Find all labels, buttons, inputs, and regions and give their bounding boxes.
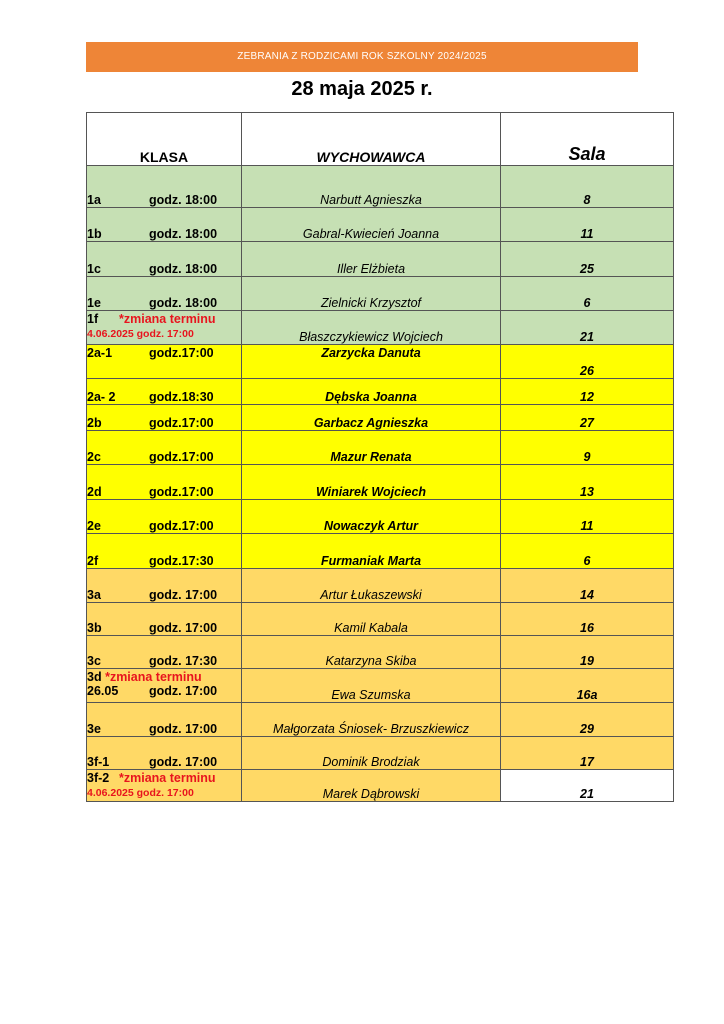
header-klasa: KLASA xyxy=(87,113,242,166)
table-row xyxy=(87,405,674,431)
sala-cell: 16 xyxy=(501,603,674,636)
wychowawca-cell: Ewa Szumska xyxy=(242,669,501,703)
wychowawca-cell: Małgorzata Śniosek- Brzuszkiewicz xyxy=(242,703,501,737)
klasa-label: 1f xyxy=(87,312,99,326)
table-row xyxy=(87,277,674,311)
table-row xyxy=(87,465,674,500)
klasa-cell xyxy=(87,311,242,345)
klasa-cell xyxy=(87,208,242,242)
klasa-label: 3f-1 xyxy=(87,755,110,769)
wychowawca-cell: Kamil Kabala xyxy=(242,603,501,636)
table-row xyxy=(87,669,674,703)
sala-cell: 11 xyxy=(501,500,674,534)
wychowawca-cell: Zielnicki Krzysztof xyxy=(242,277,501,311)
table-row xyxy=(87,166,674,208)
klasa-cell xyxy=(87,534,242,569)
klasa-cell xyxy=(87,166,242,208)
sala-cell: 14 xyxy=(501,569,674,603)
table-row xyxy=(87,770,674,802)
klasa-label: 2a-1 xyxy=(87,346,113,360)
klasa-time: godz. 17:00 xyxy=(149,684,218,698)
table-row xyxy=(87,569,674,603)
table-row xyxy=(87,603,674,636)
wychowawca-cell: Dębska Joanna xyxy=(242,379,501,405)
klasa-time: godz. 17:00 xyxy=(149,722,218,736)
klasa-time: godz. 18:00 xyxy=(149,296,218,310)
klasa-cell xyxy=(87,669,242,703)
sala-cell: 25 xyxy=(501,242,674,277)
wychowawca-cell: Nowaczyk Artur xyxy=(242,500,501,534)
wychowawca-cell: Narbutt Agnieszka xyxy=(242,166,501,208)
table-row xyxy=(87,242,674,277)
wychowawca-cell: Furmaniak Marta xyxy=(242,534,501,569)
klasa-cell xyxy=(87,500,242,534)
klasa-time: godz. 18:00 xyxy=(149,227,218,241)
klasa-time: godz.17:30 xyxy=(149,554,214,568)
wychowawca-cell: Zarzycka Danuta xyxy=(242,345,501,379)
sala-cell: 8 xyxy=(501,166,674,208)
klasa-cell xyxy=(87,242,242,277)
wychowawca-cell: Gabral-Kwiecień Joanna xyxy=(242,208,501,242)
klasa-label: 2d xyxy=(87,485,102,499)
klasa-cell xyxy=(87,379,242,405)
header-wychowawca: WYCHOWAWCA xyxy=(242,113,501,166)
table-row xyxy=(87,500,674,534)
header-sala: Sala xyxy=(501,113,674,166)
table-header-row xyxy=(87,113,674,166)
table-row xyxy=(87,345,674,379)
klasa-label: 3e xyxy=(87,722,101,736)
change-note: *zmiana terminu xyxy=(105,670,202,684)
klasa-label: 1c xyxy=(87,262,101,276)
klasa-cell xyxy=(87,465,242,500)
table-row xyxy=(87,208,674,242)
sala-cell: 16a xyxy=(501,669,674,703)
klasa-label: 2b xyxy=(87,416,102,430)
klasa-time: godz. 17:30 xyxy=(149,654,218,668)
table-row xyxy=(87,431,674,465)
klasa-cell xyxy=(87,277,242,311)
table-row xyxy=(87,379,674,405)
sala-cell: 26 xyxy=(501,345,674,379)
klasa-cell xyxy=(87,603,242,636)
wychowawca-cell: Dominik Brodziak xyxy=(242,737,501,770)
klasa-cell xyxy=(87,345,242,379)
klasa-time: godz.17:00 xyxy=(149,485,214,499)
klasa-time: godz.17:00 xyxy=(149,450,214,464)
klasa-time: godz.17:00 xyxy=(149,519,214,533)
klasa-cell xyxy=(87,431,242,465)
klasa-time: godz. 18:00 xyxy=(149,262,218,276)
wychowawca-cell: Marek Dąbrowski xyxy=(242,770,501,802)
klasa-time: godz.18:30 xyxy=(149,390,214,404)
sala-cell: 27 xyxy=(501,405,674,431)
klasa-label: 2a- 2 xyxy=(87,390,116,404)
klasa-label: 1e xyxy=(87,296,101,310)
sala-cell: 29 xyxy=(501,703,674,737)
klasa-cell xyxy=(87,636,242,669)
wychowawca-cell: Winiarek Wojciech xyxy=(242,465,501,500)
sala-cell: 19 xyxy=(501,636,674,669)
wychowawca-cell: Garbacz Agnieszka xyxy=(242,405,501,431)
klasa-label: 2f xyxy=(87,554,99,568)
klasa-time: godz.17:00 xyxy=(149,346,214,360)
sala-cell: 11 xyxy=(501,208,674,242)
klasa-time: godz. 17:00 xyxy=(149,621,218,635)
klasa-label: 3d xyxy=(87,670,102,684)
wychowawca-cell: Mazur Renata xyxy=(242,431,501,465)
sala-cell: 9 xyxy=(501,431,674,465)
table-row xyxy=(87,636,674,669)
change-note: *zmiana terminu xyxy=(119,771,216,785)
klasa-label: 3f-2 xyxy=(87,771,110,785)
sala-cell: 21 xyxy=(501,311,674,345)
change-date: 4.06.2025 godz. 17:00 xyxy=(87,787,194,799)
wychowawca-cell: Artur Łukaszewski xyxy=(242,569,501,603)
klasa-label: 1a xyxy=(87,193,101,207)
change-note: *zmiana terminu xyxy=(119,312,216,326)
klasa-label: 2c xyxy=(87,450,101,464)
klasa-cell xyxy=(87,770,242,802)
sala-cell: 6 xyxy=(501,277,674,311)
table-row xyxy=(87,534,674,569)
klasa-label: 3c xyxy=(87,654,101,668)
klasa-cell xyxy=(87,737,242,770)
page-title: 28 maja 2025 r. xyxy=(291,78,433,100)
sala-cell: 12 xyxy=(501,379,674,405)
klasa-label: 1b xyxy=(87,227,102,241)
sala-cell: 21 xyxy=(501,770,674,802)
wychowawca-cell: Katarzyna Skiba xyxy=(242,636,501,669)
sala-cell: 6 xyxy=(501,534,674,569)
sala-cell: 17 xyxy=(501,737,674,770)
schedule-table xyxy=(86,112,674,802)
klasa-label: 3b xyxy=(87,621,102,635)
table-row xyxy=(87,311,674,345)
klasa-time: godz. 18:00 xyxy=(149,193,218,207)
wychowawca-cell: Błaszczykiewicz Wojciech xyxy=(242,311,501,345)
klasa-time: godz. 17:00 xyxy=(149,755,218,769)
klasa-time: godz. 17:00 xyxy=(149,588,218,602)
klasa-cell xyxy=(87,405,242,431)
header-banner: ZEBRANIA Z RODZICAMI ROK SZKOLNY 2024/2025 xyxy=(86,42,638,72)
klasa-label: 3a xyxy=(87,588,101,602)
change-date: 4.06.2025 godz. 17:00 xyxy=(87,328,194,340)
table-row xyxy=(87,703,674,737)
klasa-cell xyxy=(87,703,242,737)
change-date: 26.05 xyxy=(87,684,119,698)
klasa-label: 2e xyxy=(87,519,101,533)
wychowawca-cell: Iller Elżbieta xyxy=(242,242,501,277)
sala-cell: 13 xyxy=(501,465,674,500)
klasa-time: godz.17:00 xyxy=(149,416,214,430)
table-row xyxy=(87,737,674,770)
klasa-cell xyxy=(87,569,242,603)
